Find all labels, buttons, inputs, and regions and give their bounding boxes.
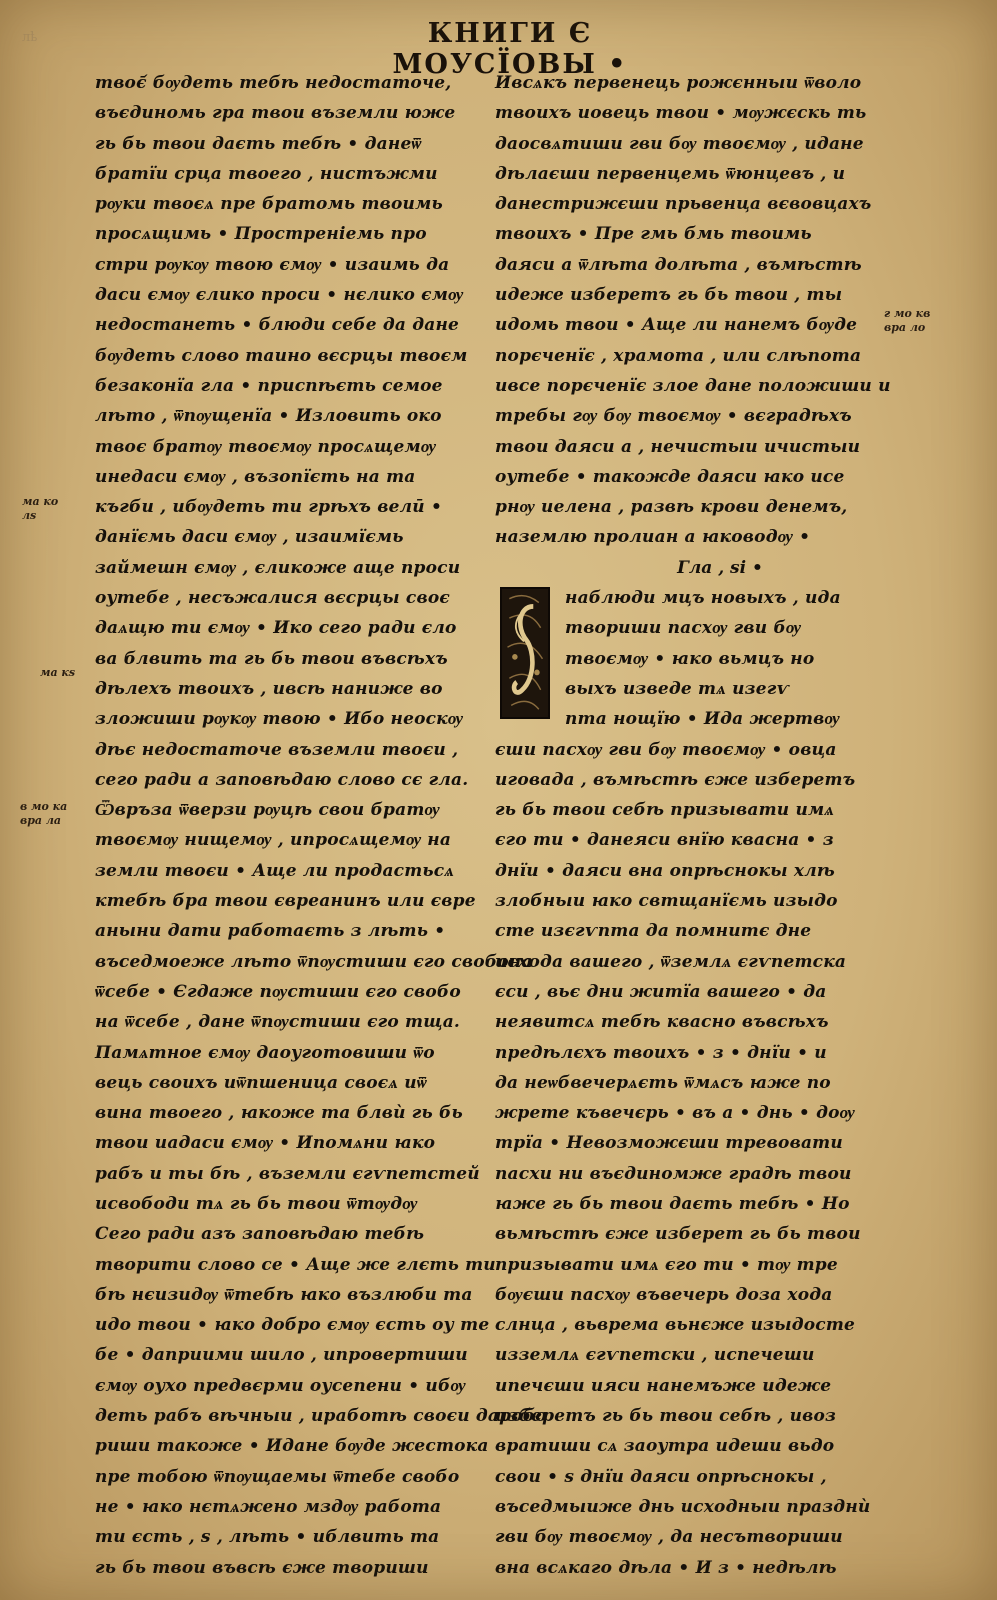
text-line: наземлю пролиан а ꙗководѹ • (495, 527, 811, 548)
text-line: инедаси ємѹ , възопїєть на та (95, 466, 416, 487)
text-line: гви бѹ твоємѹ , да несътвориши (495, 1527, 843, 1548)
margin-note-left-2: ма кѕ (40, 666, 76, 679)
text-line: безаконїа гла • приспѣєть семое (95, 375, 443, 396)
initial-paragraph (495, 583, 885, 734)
chapter-heading: Гла , si • (677, 557, 763, 578)
text-line: вратиши сѧ заоутра идеши вьдо (495, 1436, 835, 1457)
text-line: призывати имѧ єго ти • тѹ тре (495, 1254, 838, 1275)
text-line: ипечєши ияси нанемъже идеже (495, 1375, 832, 1396)
text-line: дѣлаєши первенцемь ѿюнцевъ , и (495, 163, 846, 184)
text-line: ти єсть , s , лѣть • иблвить та (95, 1527, 440, 1548)
text-line: твоихъ иовець твои • мѹжєскь ть (495, 103, 867, 124)
text-line: требы гѹ бѹ твоємѹ • вєградѣхъ (495, 406, 852, 427)
text-line: бе • даприими шило , ипровертиши (95, 1345, 468, 1366)
text-line: вина твоего , ꙗкоже та блвѝ гь бь (95, 1103, 463, 1124)
text-line: деть рабъ вѣчныи , иработѣ своєи даробо (95, 1406, 547, 1427)
text-line: идо твои • ꙗко добро ємѹ єсть оу те (95, 1315, 490, 1336)
text-line: пре тобою ѿпѹщаемы ѿтебе свобо (95, 1466, 460, 1487)
text-line: не • ꙗко нєтѧжено мздѹ работа (95, 1496, 442, 1517)
margin-note-right-1: г мо кв вра ло (884, 307, 931, 334)
text-line: просѧщимь • Простреніемь про (95, 224, 427, 245)
text-line: рѹки твоєѧ пре братомь твоимь (95, 194, 443, 215)
text-line: даяси а ѿлѣта долѣта , въмѣстѣ (495, 254, 862, 275)
text-line: оутебе , несъжалися вєсрцы своє (95, 588, 450, 609)
text-line: неявитсѧ тебѣ квасно въвсѣхъ (495, 1012, 829, 1033)
text-line: ѿсебе • Єгдаже пѹстиши єго свобо (95, 981, 461, 1002)
text-line: земли твоєи • Аще ли продастьсѧ (95, 860, 455, 881)
text-line: даси ємѹ єлико проси • нєлико ємѹ (95, 285, 464, 306)
text-line: Сего ради азъ заповѣдаю тебѣ (95, 1224, 425, 1245)
text-line: бѹєши пасхѹ въвечерь доза хода (495, 1284, 833, 1305)
text-line: бѣ нєизидѹ ѿтебѣ ꙗко възлюби та (95, 1284, 473, 1305)
text-line: твои иадаси ємѹ • Ипомѧни ꙗко (95, 1133, 436, 1154)
text-line: предѣлєхъ твоихъ • з • днїи • и (495, 1042, 827, 1063)
text-line: Ѿвръза ѿверзи рѹцѣ свои братѹ (95, 800, 440, 821)
text-line: аныни дати работаєть з лѣть • (95, 921, 446, 942)
text-line: свои • s днїи даяси опрѣснокы , (495, 1466, 827, 1487)
text-line: данїємь даси ємѹ , изаимїємь (95, 527, 404, 548)
text-line: твориши пасхѹ гви бѹ (565, 618, 802, 639)
text-line: пасхи ни въєдиномже градѣ твои (495, 1163, 852, 1184)
text-line: даѧщю ти ємѹ • Ико сего ради єло (95, 618, 457, 639)
text-line: гь бь твои въвсѣ єже твориши (95, 1557, 429, 1578)
text-line: въседмыиже днь исходныи празднѝ (495, 1496, 871, 1517)
text-line: сего ради а заповѣдаю слово сє гла. (95, 769, 469, 790)
text-line: даосвѧтиши гви бѹ твоємѹ , идане (495, 133, 864, 154)
text-line: твоємѹ нищемѹ , ипросѧщемѹ на (95, 830, 452, 851)
text-line: данестрижєши прьвенца вєвовцахъ (495, 194, 872, 215)
text-line: єго ти • данеяси внїю квасна • з (495, 830, 834, 851)
text-line: дѣє недостаточе въземли твоєи , (95, 739, 459, 760)
text-line: днїи • даяси вна опрѣснокы хлѣ (495, 860, 835, 881)
text-line: слнца , вьврема вьнєже изыдосте (495, 1315, 856, 1336)
text-line: иговада , въмѣстѣ єже изберетъ (495, 769, 856, 790)
text-line: наблюди мцъ новыхъ , ида (565, 588, 841, 609)
text-line: вна всѧкаго дѣла • И з • недѣлѣ (495, 1557, 837, 1578)
page-title: КНИГИ Є МОУСЇОВЫ • (392, 18, 628, 80)
text-line: злобныи ꙗко свтщанїємь изыдо (495, 891, 838, 912)
text-line: ивсе порєченїє злое дане положиши и (495, 375, 891, 396)
text-line: єши пасхѹ гви бѹ твоємѹ • овца (495, 739, 837, 760)
text-line: пта нощїю • Ида жертвѹ (565, 709, 840, 730)
text-line: рнѹ иелена , развѣ крови денемъ, (495, 497, 848, 518)
right-text-column (495, 68, 891, 1583)
text-line: ємѹ оухо предвєрми оусепени • ибѹ (95, 1375, 466, 1396)
text-line: изберетъ гь бь твои себѣ , ивоз (495, 1406, 837, 1427)
text-line: исвободи тѧ гь бь твои ѿтѹдѹ (95, 1193, 418, 1214)
margin-note-left-3: в мо ка вра ла (20, 800, 68, 827)
text-line: творити слово се • Аще же глєть ти (95, 1254, 496, 1275)
text-line: гь бь твои себѣ призывати имѧ (495, 800, 835, 821)
text-line: гь бь твои даєть тебѣ • данеѿ (95, 133, 422, 154)
corner-mark: лҍ (22, 30, 38, 45)
decorated-initial-letter (500, 587, 550, 719)
text-line: недостанеть • блюди себе да дане (95, 315, 460, 336)
text-line: твоє братѹ твоємѹ просѧщемѹ (95, 436, 437, 457)
text-line: дѣлехъ твоихъ , ивсѣ наниже во (95, 678, 443, 699)
text-line: да неѡбвечерѧєть ѿмѧсъ ꙗже по (495, 1072, 831, 1093)
text-line: въєдиномь гра твои въземли юже (95, 103, 456, 124)
text-line: Памѧтное ємѹ даоуготовиши ѿо (95, 1042, 435, 1063)
text-line: порєченїє , храмота , или слѣпота (495, 345, 862, 366)
text-line: трїа • Невозможєши тревовати (495, 1133, 843, 1154)
left-text-column (95, 68, 547, 1583)
text-line: твоихъ • Пре гмь бмь твоимь (495, 224, 812, 245)
text-line: идеже изберетъ гь бь твои , ты (495, 285, 843, 306)
text-line: займешн ємѹ , єликоже аще проси (95, 557, 461, 578)
text-line: оутебе • такожде даяси ꙗко исе (495, 466, 845, 487)
dropcap-lines (495, 583, 885, 734)
text-line: на ѿсебе , дане ѿпѹстиши єго тща. (95, 1012, 461, 1033)
text-line: зложиши рѹкѹ твою • Ибо неоскѹ (95, 709, 464, 730)
text-line: къгби , ибѹдеть ти грѣхъ велӣ • (95, 497, 443, 518)
text-line: ктебѣ бра твои євреанинъ или євре (95, 891, 476, 912)
text-line: братїи срца твоего , нистъжми (95, 163, 438, 184)
text-line: стри рѹкѹ твою ємѹ • изаимь да (95, 254, 450, 275)
text-line: твои даяси а , нечистыи ичистыи (495, 436, 861, 457)
text-line: выхъ изведе тѧ изегѵ (565, 678, 790, 699)
text-line: въседмоеже лѣто ѿпѹстиши єго свобона (95, 951, 533, 972)
text-line: ꙗже гь бь твои даєть тебѣ • Но (495, 1193, 850, 1214)
text-line: твоємѹ • ꙗко вьмцъ но (565, 648, 815, 669)
text-line: сте изєгѵпта да помнитє дне (495, 921, 812, 942)
text-line: идомь твои • Аще ли нанемъ бѹде (495, 315, 858, 336)
text-line: исхода вашего , ѿземлѧ єгѵпетска (495, 951, 847, 972)
margin-note-left-1: ма ко лѕ (22, 495, 59, 522)
text-line: ва блвить та гь бь твои въвсѣхъ (95, 648, 448, 669)
text-line: изземлѧ єгѵпетски , испечеши (495, 1345, 815, 1366)
text-line: бѹдеть слово таино вєсрцы твоєм (95, 345, 468, 366)
text-line: лѣто , ѿпѹщенїа • Изловить око (95, 406, 442, 427)
right-column-bottom-text (495, 735, 885, 1583)
text-line: риши такоже • Идане бѹде жестока (95, 1436, 489, 1457)
text-line: рабъ и ты бѣ , въземли єгѵпетстей (95, 1163, 480, 1184)
text-line: вець своихъ иѿпшеница своєѧ иѿ (95, 1072, 427, 1093)
text-line: єси , вьє дни житїа вашего • да (495, 981, 827, 1002)
text-line: вьмѣстѣ єже изберет гь бь твои (495, 1224, 861, 1245)
text-line: Ивсѧкъ первенець рожєнныи ѿволо (495, 73, 862, 93)
text-line: жрете къвечєрь • въ а • днь • доѹ (495, 1103, 855, 1124)
text-line: твоє᷄ бѹдеть тебѣ недостаточе, (95, 73, 452, 93)
right-column-top-text (495, 68, 891, 553)
